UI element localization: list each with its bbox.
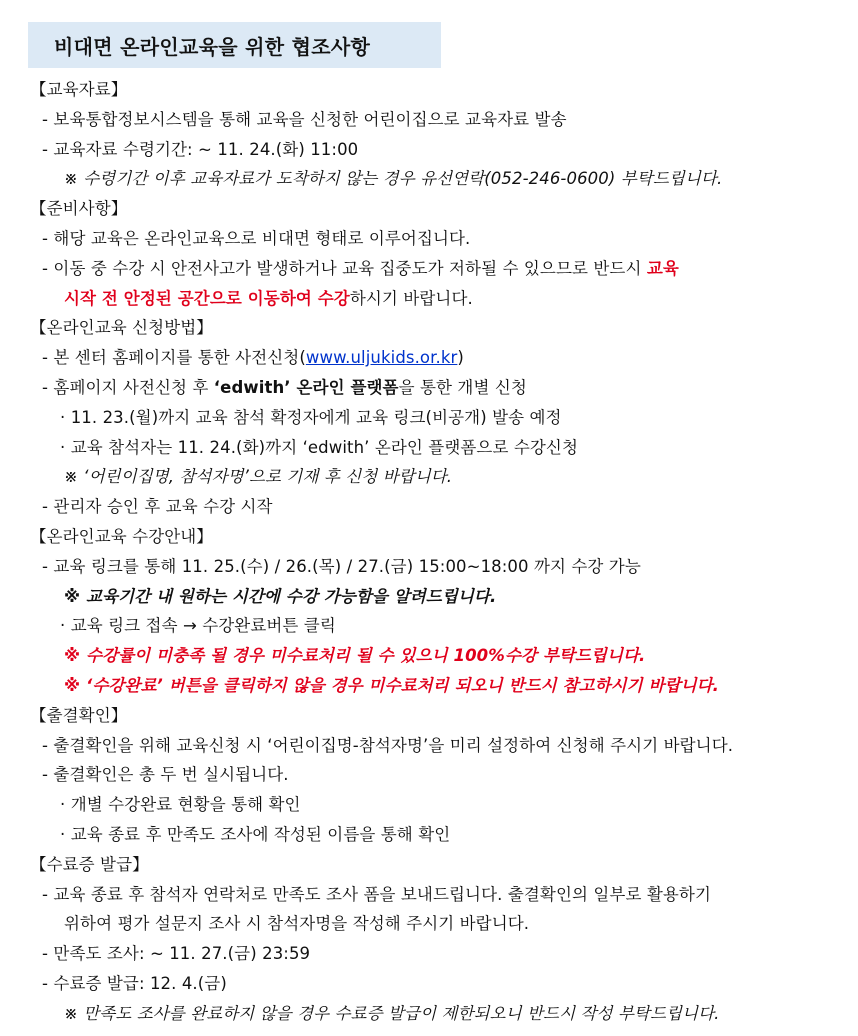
section-heading-apply: 【온라인교육 신청방법】 bbox=[30, 318, 213, 338]
material-bullet-1: - 보육통합정보시스템을 통해 교육을 신청한 어린이집으로 교육자료 발송 bbox=[42, 109, 567, 129]
cert-note: ※ 만족도 조사를 완료하지 않을 경우 수료증 발급이 제한되오니 반드시 작성 부탁드립니다. bbox=[64, 1003, 720, 1023]
cert-bullet-1: - 교육 종료 후 참석자 연락처로 만족도 조사 폼을 보내드립니다. 출결확인의 일부로 활용하기 bbox=[42, 884, 711, 904]
apply-bullet-2-text: - 홈페이지 사전신청 후 bbox=[42, 377, 214, 397]
apply-bullet-1-text: - 본 센터 홈페이지를 통한 사전신청( bbox=[42, 348, 306, 368]
check-sub-1: · 개별 수강완료 현황을 통해 확인 bbox=[60, 795, 301, 815]
cert-bullet-3: - 수료증 발급: 12. 4.(금) bbox=[42, 973, 227, 993]
material-bullet-2: - 교육자료 수령기간: ~ 11. 24.(화) 11:00 bbox=[42, 139, 359, 159]
apply-bullet-1 bbox=[30, 343, 836, 373]
attend-note-1: ※ 교육기간 내 원하는 시간에 수강 가능함을 알려드립니다. bbox=[64, 586, 497, 606]
material-note: ※ 수령기간 이후 교육자료가 도착하지 않는 경우 유선연락(052-246-0600) 부탁드립니다. bbox=[64, 169, 723, 189]
prep-bullet-2 bbox=[30, 254, 836, 284]
prep-bullet-2-emphasis: 교육 bbox=[646, 258, 679, 278]
apply-bullet-3: - 관리자 승인 후 교육 수강 시작 bbox=[42, 497, 273, 517]
apply-bullet-1-close: ) bbox=[457, 348, 464, 368]
title-box bbox=[28, 22, 441, 68]
apply-sub-1: · 11. 23.(월)까지 교육 참석 확정자에게 교육 링크(비공개) 발송 예정 bbox=[60, 407, 562, 427]
section-heading-check: 【출결확인】 bbox=[30, 705, 128, 725]
apply-note: ※ ‘어린이집명, 참석자명’으로 기재 후 신청 바랍니다. bbox=[64, 467, 453, 487]
attend-bullet-1: - 교육 링크를 통해 11. 25.(수) / 26.(목) / 27.(금) 15:00~18:00 까지 수강 가능 bbox=[42, 556, 641, 576]
homepage-link[interactable]: www.uljukids.or.kr bbox=[305, 348, 458, 368]
apply-bullet-2-end: 을 통한 개별 신청 bbox=[398, 377, 527, 397]
page-title: 비대면 온라인교육을 위한 협조사항 bbox=[54, 34, 371, 59]
cert-bullet-2: - 만족도 조사: ~ 11. 27.(금) 23:59 bbox=[42, 944, 311, 964]
cert-bullet-1-cont: 위하여 평가 설문지 조사 시 참석자명을 작성해 주시기 바랍니다. bbox=[64, 914, 530, 934]
apply-bullet-2 bbox=[30, 373, 836, 403]
edwith-platform-label: ‘edwith’ 온라인 플랫폼 bbox=[213, 377, 399, 397]
prep-bullet-2-text: - 이동 중 수강 시 안전사고가 발생하거나 교육 집중도가 저하될 수 있으므로 반드시 bbox=[42, 258, 647, 278]
section-heading-cert: 【수료증 발급】 bbox=[30, 854, 149, 874]
prep-bullet-2-cont bbox=[30, 284, 836, 314]
attend-note-3: ※ ‘수강완료’ 버튼을 클릭하지 않을 경우 미수료처리 되오니 반드시 참고하시기 바랍니다. bbox=[64, 675, 720, 695]
content bbox=[30, 75, 836, 1029]
section-heading-material: 【교육자료】 bbox=[30, 80, 128, 99]
attend-note-2: ※ 수강률이 미충족 될 경우 미수료처리 될 수 있으니 100%수강 부탁드립니다. bbox=[64, 646, 646, 666]
check-bullet-1: - 출결확인을 위해 교육신청 시 ‘어린이집명-참석자명’을 미리 설정하여 신청해 주시기 바랍니다. bbox=[42, 735, 734, 755]
apply-sub-2: · 교육 참석자는 11. 24.(화)까지 ‘edwith’ 온라인 플랫폼으로 수강신청 bbox=[60, 437, 578, 457]
check-sub-2: · 교육 종료 후 만족도 조사에 작성된 이름을 통해 확인 bbox=[60, 824, 451, 844]
attend-sub-1: · 교육 링크 접속 → 수강완료버튼 클릭 bbox=[60, 616, 336, 636]
section-heading-prep: 【준비사항】 bbox=[30, 199, 128, 219]
prep-bullet-2-end: 하시기 바랍니다. bbox=[349, 288, 473, 308]
prep-bullet-2-emphasis-cont: 시작 전 안정된 공간으로 이동하여 수강 bbox=[64, 288, 350, 308]
check-bullet-2: - 출결확인은 총 두 번 실시됩니다. bbox=[42, 765, 289, 785]
prep-bullet-1: - 해당 교육은 온라인교육으로 비대면 형태로 이루어집니다. bbox=[42, 228, 471, 248]
section-heading-attend: 【온라인교육 수강안내】 bbox=[30, 526, 213, 546]
